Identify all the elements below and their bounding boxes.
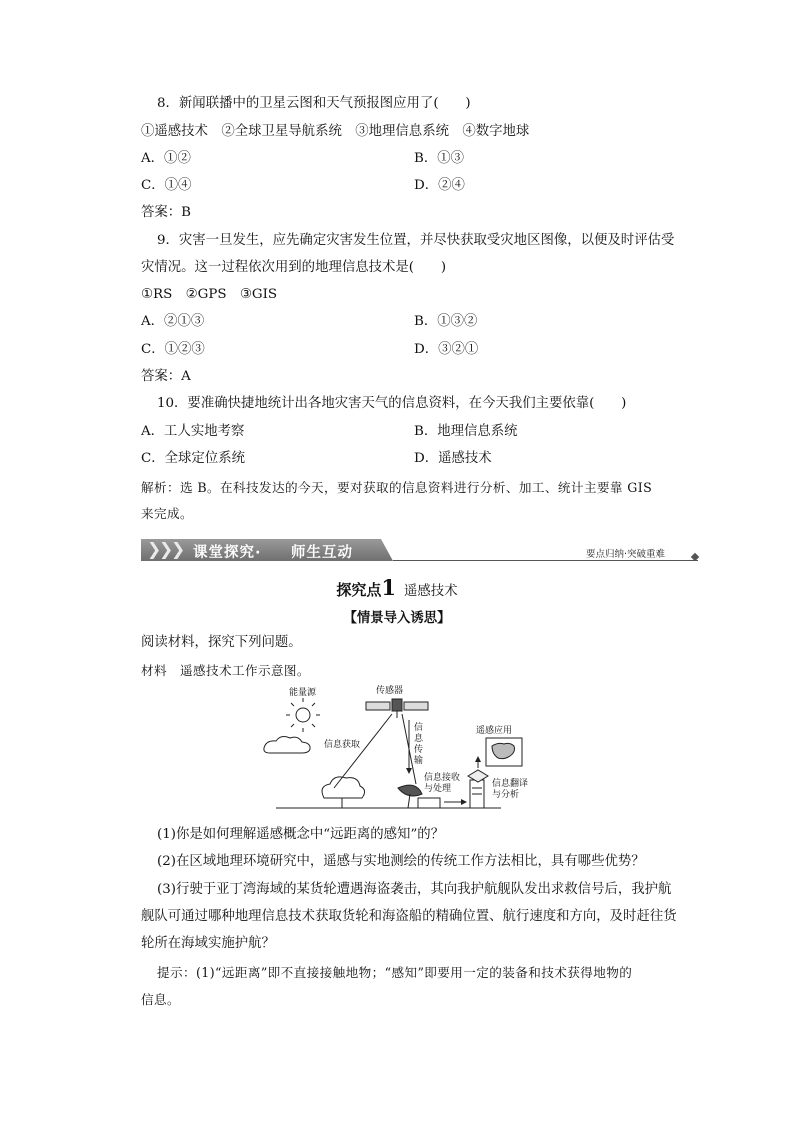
q10-option-d: D．遥感技术 [414,451,492,466]
question-3-line2: 舰队可通过哪种地理信息技术获取货轮和海盗船的精确位置、航行速度和方向，及时赶往货 [141,909,677,924]
hint-line1: 提示：(1)“远距离”即不直接接触地物；“感知”即要用一定的装备和技术获得地物的 [157,965,633,980]
q9-option-b: B．①③② [414,314,478,329]
chevron-right-icon: ❯ [159,540,174,560]
chevron-right-icon: ❯ [147,540,162,560]
question-3-line3: 轮所在海域实施护航？ [141,936,275,951]
label-application: 遥感应用 [476,726,513,736]
label-transmit-2: 息 [414,734,424,744]
tree-icon [322,777,365,808]
label-transmit-1: 信 [414,723,424,733]
label-energy-source: 能量源 [289,688,317,698]
banner-highlight: 师生互动 [291,545,353,561]
arrow-up-icon [475,756,481,762]
section-banner [141,539,701,561]
satellite-icon [366,699,428,718]
arrow-down-icon [406,768,412,774]
q10-option-a: A．工人实地考察 [141,424,245,439]
section-material: 材料 遥感技术工作示意图。 [141,663,310,678]
arrow-right-icon [461,799,467,805]
label-transmit-3: 传 [414,745,424,755]
section-heading [0,575,794,600]
q8-stem: 8．新闻联播中的卫星云图和天气预报图应用了( ) [157,96,471,111]
q8-option-a: A．①② [141,151,191,166]
question-3-line1: (3)行驶于亚丁湾海域的某货轮遭遇海盗袭击，其向我护航舰队发出求救信号后，我护航 [157,882,672,897]
q9-answer: 答案：A [141,369,191,384]
banner-right-label: 要点归纳·突破重难 [586,549,666,560]
label-receive-1: 信息接收 [424,773,461,783]
q8-items: ①遥感技术 ②全球卫星导航系统 ③地理信息系统 ④数字地球 [141,124,530,139]
sun-icon [286,698,320,732]
q8-answer: 答案：B [141,205,192,220]
section-intro: 阅读材料，探究下列问题。 [141,635,302,650]
q10-analysis-line1: 解析：选 B。在科技发达的今天，要对获取的信息资料进行分析、加工、统计主要靠 GIS [141,480,653,495]
label-transmit-4: 输 [414,756,424,766]
map-icon [486,738,522,766]
q9-stem-line2: 灾情况。这一过程依次用到的地理信息技术是( ) [141,260,447,275]
remote-sensing-diagram [256,680,546,820]
banner-rule [393,560,698,561]
label-sensor: 传感器 [376,686,404,696]
label-info-acquire: 信息获取 [324,740,361,750]
section-number: 1 [381,575,397,600]
chevron-right-icon: ❯ [171,540,186,560]
q10-stem: 10．要准确快捷地统计出各地灾害天气的信息资料，在今天我们主要依靠( ) [157,396,627,411]
q10-option-b: B．地理信息系统 [414,424,518,439]
question-1: (1)你是如何理解遥感概念中“远距离的感知”的？ [157,827,445,842]
label-translate-1: 信息翻译 [492,779,529,789]
q9-option-d: D．③②① [414,342,479,357]
q9-option-c: C．①②③ [141,342,205,357]
banner-title: 课堂探究· [193,545,262,561]
hint-line2: 信息。 [141,992,180,1007]
section-subheading: 【情景导入诱思】 [343,611,451,626]
q8-option-d: D．②④ [414,178,465,193]
question-2: (2)在区域地理环境研究中，遥感与实地测绘的传统工作方法相比，具有哪些优势？ [157,854,645,869]
cloud-icon [264,737,310,753]
section-prefix: 探究点 [336,581,382,599]
section-name: 遥感技术 [404,584,458,599]
q10-analysis-line2: 来完成。 [141,506,193,521]
q9-items: ①RS ②GPS ③GIS [141,287,278,302]
q10-option-c: C．全球定位系统 [141,451,245,466]
q8-option-c: C．①④ [141,178,192,193]
q9-stem-line1: 9．灾害一旦发生，应先确定灾害发生位置，并尽快获取受灾地区图像，以便及时评估受 [157,233,675,248]
q9-option-a: A．②①③ [141,314,205,329]
label-receive-2: 与处理 [424,784,452,794]
label-translate-2: 与分析 [492,790,520,800]
computer-icon [468,770,488,808]
q8-option-b: B．①③ [414,151,465,166]
